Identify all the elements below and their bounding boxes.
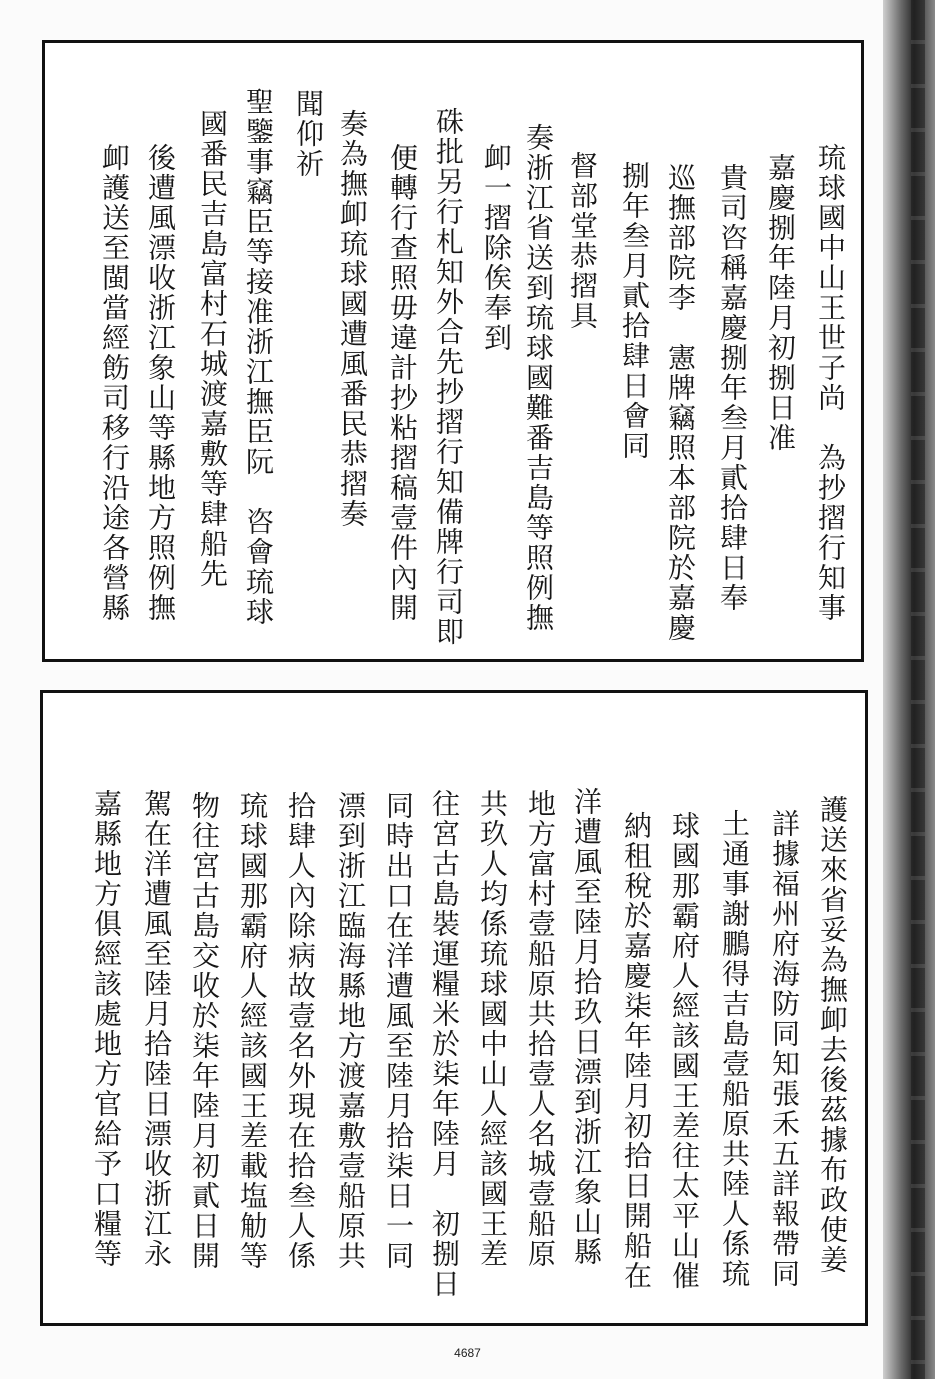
bottom-document-panel bbox=[40, 690, 868, 1326]
text-column: 巡撫部院李 憲牌竊照本部院於嘉慶 bbox=[664, 163, 697, 643]
text-column: 聖鑒事竊臣等接准浙江撫臣阮 咨會琉球 bbox=[242, 87, 275, 627]
text-column: 卹護送至閩當經飭司移行沿途各營縣 bbox=[98, 143, 131, 623]
text-column: 球國那霸府人經該國王差往太平山催 bbox=[668, 811, 701, 1291]
top-document-panel bbox=[42, 40, 864, 662]
next-page-edge bbox=[911, 0, 925, 1379]
book-gutter bbox=[883, 0, 935, 1379]
text-column: 督部堂恭摺具 bbox=[566, 151, 599, 331]
text-column: 拾肆人內除病故壹名外現在拾叁人係 bbox=[284, 791, 317, 1271]
text-column: 往宮古島裝運糧米於柒年陸月 初捌日 bbox=[428, 789, 461, 1299]
text-column: 國番民吉島富村石城渡嘉敷等肆船先 bbox=[196, 109, 229, 589]
text-column: 貴司咨稱嘉慶捌年叁月貳拾肆日奉 bbox=[716, 163, 749, 613]
text-column: 駕在洋遭風至陸月拾陸日漂收浙江永 bbox=[140, 789, 173, 1269]
text-column: 護送來省妥為撫卹去後茲據布政使姜 bbox=[816, 795, 849, 1275]
text-column: 捌年叁月貳拾肆日會同 bbox=[618, 161, 651, 461]
page-number: 4687 bbox=[454, 1346, 481, 1360]
text-column: 奏浙江省送到琉球國難番吉島等照例撫 bbox=[522, 123, 555, 633]
text-column: 奏為撫卹琉球國遭風番民恭摺奏 bbox=[336, 109, 369, 529]
text-column: 聞仰祈 bbox=[292, 89, 325, 179]
text-column: 硃批另行札知外合先抄摺行知備牌行司即 bbox=[432, 107, 465, 647]
text-column: 琉球國那霸府人經該國王差載塩觔等 bbox=[236, 791, 269, 1271]
text-column: 便轉行查照毋違計抄粘摺稿壹件內開 bbox=[386, 143, 419, 623]
text-column: 漂到浙江臨海縣地方渡嘉敷壹船原共 bbox=[334, 791, 367, 1271]
text-column: 共玖人均係琉球國中山人經該國王差 bbox=[476, 789, 509, 1269]
text-column: 納租稅於嘉慶柒年陸月初拾日開船在 bbox=[620, 811, 653, 1291]
text-column: 後遭風漂收浙江象山等縣地方照例撫 bbox=[144, 143, 177, 623]
text-column: 同時出口在洋遭風至陸月拾柒日一同 bbox=[382, 791, 415, 1271]
text-column: 洋遭風至陸月拾玖日漂到浙江象山縣 bbox=[570, 787, 603, 1267]
text-column: 嘉縣地方俱經該處地方官給予口糧等 bbox=[90, 789, 123, 1269]
text-column: 琉球國中山王世子尚 為抄摺行知事 bbox=[814, 143, 847, 623]
text-column: 詳據福州府海防同知張禾五詳報帶同 bbox=[768, 809, 801, 1289]
text-column: 卹一摺除俟奉到 bbox=[480, 143, 513, 353]
text-column: 土通事謝鵬得吉島壹船原共陸人係琉 bbox=[718, 809, 751, 1289]
text-column: 物往宮古島交收於柒年陸月初貳日開 bbox=[188, 791, 221, 1271]
text-column: 嘉慶捌年陸月初捌日准 bbox=[764, 153, 797, 453]
text-column: 地方富村壹船原共拾壹人名城壹船原 bbox=[524, 789, 557, 1269]
